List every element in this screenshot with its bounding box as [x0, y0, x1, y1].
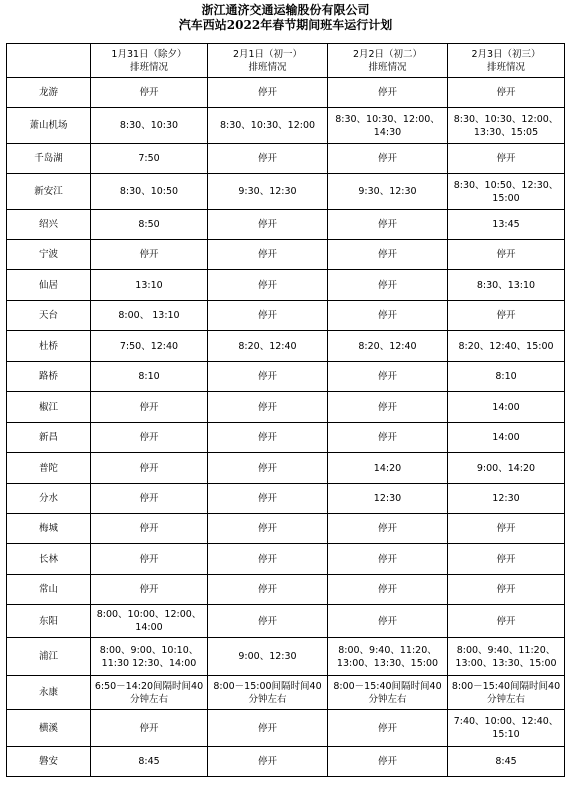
station-name: 磐安	[7, 747, 91, 777]
table-row	[7, 710, 565, 747]
column-header: 2月1日（初一） 排班情况	[208, 44, 328, 78]
schedule-cell: 停开	[208, 747, 328, 777]
schedule-cell: 8:00、 13:10	[91, 301, 208, 331]
schedule-cell: 停开	[91, 453, 208, 484]
table-row	[7, 676, 565, 710]
schedule-cell: 停开	[448, 78, 565, 108]
schedule-cell: 停开	[328, 575, 448, 605]
table-row	[7, 484, 565, 514]
schedule-cell: 停开	[91, 544, 208, 575]
station-name: 仙居	[7, 270, 91, 301]
schedule-cell: 8:20、12:40	[208, 331, 328, 362]
schedule-cell: 停开	[328, 270, 448, 301]
table-row	[7, 514, 565, 544]
station-name: 路桥	[7, 362, 91, 392]
station-name: 常山	[7, 575, 91, 605]
company-name: 浙江通济交通运输股份有限公司	[201, 3, 370, 17]
schedule-cell: 8:00、9:40、11:20、13:00、13:30、15:00	[448, 638, 565, 676]
column-header: 2月3日（初三） 排班情况	[448, 44, 565, 78]
table-row	[7, 638, 565, 676]
column-header: 1月31日（除夕） 排班情况	[91, 44, 208, 78]
schedule-cell: 停开	[328, 710, 448, 747]
schedule-cell: 停开	[208, 144, 328, 174]
schedule-cell: 13:10	[91, 270, 208, 301]
schedule-cell: 停开	[448, 605, 565, 638]
schedule-cell: 停开	[91, 78, 208, 108]
schedule-cell: 8:00－15:40间隔时间40分钟左右	[448, 676, 565, 710]
schedule-cell: 8:45	[448, 747, 565, 777]
table-row	[7, 362, 565, 392]
schedule-cell: 9:00、14:20	[448, 453, 565, 484]
schedule-cell: 停开	[91, 392, 208, 423]
column-header: 2月2日（初二） 排班情况	[328, 44, 448, 78]
schedule-cell: 8:30、10:50、12:30、15:00	[448, 174, 565, 210]
schedule-cell: 停开	[328, 301, 448, 331]
schedule-cell: 14:20	[328, 453, 448, 484]
schedule-cell: 停开	[328, 423, 448, 453]
schedule-cell: 停开	[448, 575, 565, 605]
schedule-cell: 停开	[91, 710, 208, 747]
schedule-cell: 8:00、9:40、11:20、13:00、13:30、15:00	[328, 638, 448, 676]
schedule-cell: 8:20、12:40、15:00	[448, 331, 565, 362]
table-row	[7, 544, 565, 575]
schedule-cell: 停开	[208, 575, 328, 605]
station-name: 浦江	[7, 638, 91, 676]
schedule-cell: 7:50、12:40	[91, 331, 208, 362]
table-row	[7, 78, 565, 108]
schedule-cell: 停开	[328, 240, 448, 270]
schedule-cell: 停开	[328, 362, 448, 392]
station-name: 普陀	[7, 453, 91, 484]
schedule-cell: 8:00－15:00间隔时间40分钟左右	[208, 676, 328, 710]
schedule-cell: 14:00	[448, 392, 565, 423]
corner-cell	[7, 44, 91, 78]
schedule-cell: 停开	[208, 423, 328, 453]
schedule-cell: 8:30、10:30	[91, 108, 208, 144]
schedule-cell: 停开	[208, 710, 328, 747]
station-name: 长林	[7, 544, 91, 575]
station-name: 新安江	[7, 174, 91, 210]
schedule-cell: 停开	[328, 392, 448, 423]
schedule-cell: 停开	[208, 240, 328, 270]
table-row	[7, 144, 565, 174]
table-row	[7, 240, 565, 270]
schedule-cell: 7:40、10:00、12:40、15:10	[448, 710, 565, 747]
schedule-cell: 停开	[328, 747, 448, 777]
station-name: 椒江	[7, 392, 91, 423]
schedule-cell: 停开	[328, 605, 448, 638]
schedule-cell: 停开	[448, 514, 565, 544]
schedule-cell: 停开	[328, 544, 448, 575]
schedule-cell: 8:30、10:30、12:00、13:30、15:05	[448, 108, 565, 144]
schedule-cell: 停开	[208, 514, 328, 544]
schedule-cell: 停开	[91, 423, 208, 453]
schedule-cell: 8:20、12:40	[328, 331, 448, 362]
schedule-cell: 停开	[91, 240, 208, 270]
schedule-cell: 8:30、10:50	[91, 174, 208, 210]
station-name: 宁波	[7, 240, 91, 270]
station-name: 永康	[7, 676, 91, 710]
station-name: 杜桥	[7, 331, 91, 362]
schedule-cell: 停开	[208, 453, 328, 484]
schedule-cell: 12:30	[448, 484, 565, 514]
table-row	[7, 108, 565, 144]
schedule-cell: 8:00、10:00、12:00、14:00	[91, 605, 208, 638]
station-name: 梅城	[7, 514, 91, 544]
schedule-cell: 8:00－15:40间隔时间40分钟左右	[328, 676, 448, 710]
schedule-cell: 9:30、12:30	[328, 174, 448, 210]
table-row	[7, 301, 565, 331]
station-name: 千岛湖	[7, 144, 91, 174]
schedule-cell: 停开	[91, 484, 208, 514]
schedule-cell: 停开	[208, 544, 328, 575]
schedule-cell: 12:30	[328, 484, 448, 514]
schedule-cell: 停开	[208, 210, 328, 240]
schedule-cell: 停开	[208, 605, 328, 638]
schedule-cell: 7:50	[91, 144, 208, 174]
schedule-cell: 停开	[91, 514, 208, 544]
schedule-cell: 停开	[448, 240, 565, 270]
schedule-cell: 8:10	[91, 362, 208, 392]
schedule-cell: 8:00、9:00、10:10、11:30 12:30、14:00	[91, 638, 208, 676]
schedule-cell: 停开	[448, 144, 565, 174]
table-row	[7, 174, 565, 210]
schedule-cell: 6:50－14:20间隔时间40分钟左右	[91, 676, 208, 710]
schedule-cell: 8:45	[91, 747, 208, 777]
schedule-cell: 8:30、13:10	[448, 270, 565, 301]
schedule-cell: 13:45	[448, 210, 565, 240]
station-name: 新昌	[7, 423, 91, 453]
schedule-cell: 停开	[208, 362, 328, 392]
schedule-cell: 停开	[208, 270, 328, 301]
header-row	[7, 44, 565, 78]
station-name: 萧山机场	[7, 108, 91, 144]
document-title	[0, 3, 571, 33]
station-name: 分水	[7, 484, 91, 514]
table-row	[7, 453, 565, 484]
schedule-cell: 停开	[328, 210, 448, 240]
schedule-cell: 14:00	[448, 423, 565, 453]
table-row	[7, 331, 565, 362]
table-row	[7, 392, 565, 423]
station-name: 横溪	[7, 710, 91, 747]
station-name: 绍兴	[7, 210, 91, 240]
schedule-cell: 9:30、12:30	[208, 174, 328, 210]
table-row	[7, 747, 565, 777]
schedule-cell: 8:50	[91, 210, 208, 240]
station-name: 天台	[7, 301, 91, 331]
schedule-cell: 停开	[328, 144, 448, 174]
schedule-cell: 8:30、10:30、12:00	[208, 108, 328, 144]
table-row	[7, 270, 565, 301]
schedule-cell: 9:00、12:30	[208, 638, 328, 676]
schedule-cell: 停开	[328, 78, 448, 108]
schedule-title: 汽车西站2022年春节期间班车运行计划	[178, 18, 393, 32]
table-row	[7, 605, 565, 638]
station-name: 东阳	[7, 605, 91, 638]
table-row	[7, 210, 565, 240]
schedule-cell: 8:10	[448, 362, 565, 392]
schedule-table	[6, 43, 565, 777]
schedule-cell: 停开	[448, 544, 565, 575]
station-name: 龙游	[7, 78, 91, 108]
schedule-cell: 停开	[328, 514, 448, 544]
table-row	[7, 423, 565, 453]
schedule-cell: 停开	[448, 301, 565, 331]
table-row	[7, 575, 565, 605]
schedule-cell: 停开	[208, 301, 328, 331]
schedule-cell: 停开	[208, 78, 328, 108]
schedule-cell: 8:30、10:30、12:00、14:30	[328, 108, 448, 144]
schedule-cell: 停开	[91, 575, 208, 605]
schedule-cell: 停开	[208, 484, 328, 514]
schedule-cell: 停开	[208, 392, 328, 423]
